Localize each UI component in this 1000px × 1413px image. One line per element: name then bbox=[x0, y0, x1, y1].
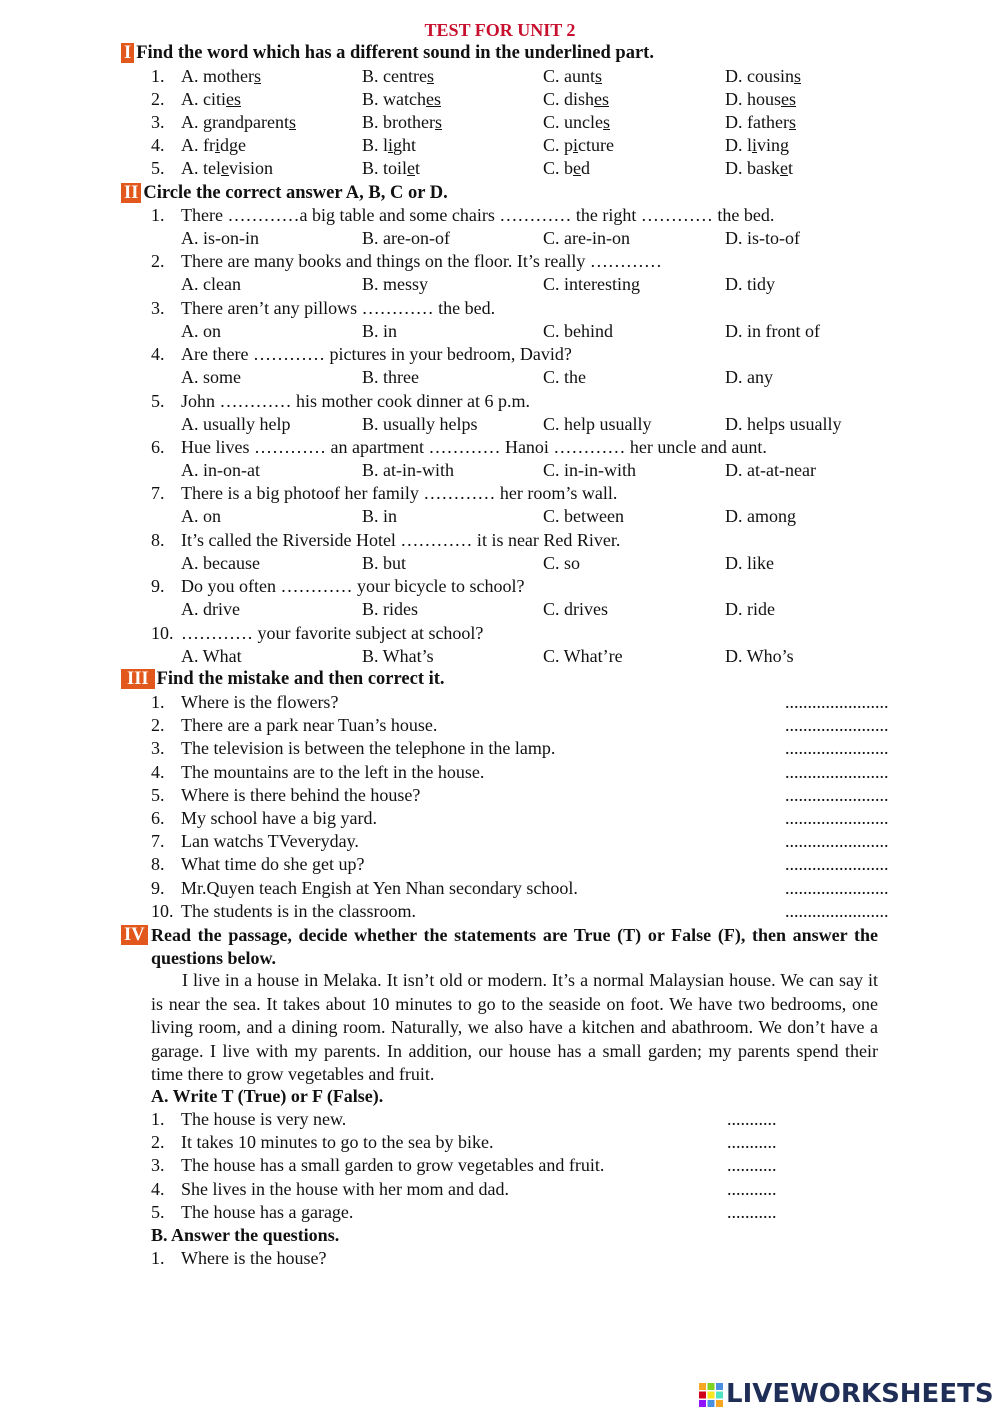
answer-option: C. the bbox=[543, 367, 586, 388]
underlined-part: i bbox=[573, 135, 579, 155]
option-text: C. aunt bbox=[543, 66, 595, 86]
answer-option: C. between bbox=[543, 506, 624, 527]
option-text: A. grandparent bbox=[181, 112, 289, 132]
answer-option: C. in-in-with bbox=[543, 460, 636, 480]
answer-option bbox=[362, 158, 420, 179]
answer-blank: ........... bbox=[727, 1178, 777, 1199]
answer-option bbox=[543, 66, 602, 87]
answer-blank: ....................... bbox=[785, 877, 889, 898]
answer-option: B. in bbox=[362, 320, 398, 341]
option-text: A. citi bbox=[181, 89, 226, 109]
page-title: TEST FOR UNIT 2 bbox=[424, 20, 576, 40]
underlined-part: e bbox=[780, 158, 788, 178]
answer-option: A. on bbox=[181, 506, 221, 527]
question-number: 6. bbox=[151, 437, 165, 457]
statement-text: The house has a garage. bbox=[181, 1201, 354, 1222]
answer-blank: ....................... bbox=[785, 808, 889, 828]
question-number: 7. bbox=[151, 483, 165, 504]
option-text: D. l bbox=[725, 135, 752, 155]
section-number: I bbox=[121, 43, 134, 63]
answer-option bbox=[181, 89, 241, 110]
sentence-text: Where is there behind the house? bbox=[181, 784, 421, 805]
answer-option bbox=[181, 66, 261, 87]
underlined-part: es bbox=[226, 89, 241, 109]
option-text: B. centre bbox=[362, 66, 427, 86]
answer-option: C. are-in-on bbox=[543, 228, 630, 248]
part-b-heading: B. Answer the questions. bbox=[151, 1225, 340, 1245]
answer-blank: ....................... bbox=[785, 831, 889, 852]
question-number: 5. bbox=[151, 1201, 165, 1222]
answer-option: C. interesting bbox=[543, 274, 640, 295]
question-number: 3. bbox=[151, 297, 165, 318]
section-heading-text: Circle the correct answer A, B, C or D. bbox=[143, 183, 448, 203]
option-text: A. fr bbox=[181, 135, 215, 155]
underlined-part: s bbox=[603, 112, 611, 132]
underlined-part: i bbox=[215, 135, 221, 155]
question-number: 9. bbox=[151, 576, 165, 597]
answer-option bbox=[725, 135, 789, 156]
option-text: C. b bbox=[543, 158, 574, 178]
underlined-part: es bbox=[594, 89, 610, 109]
question-number: 5. bbox=[151, 784, 165, 805]
section-number: III bbox=[121, 669, 155, 689]
option-text: C. dish bbox=[543, 89, 595, 109]
option-text: B. watch bbox=[362, 89, 426, 109]
answer-option bbox=[725, 66, 801, 87]
question-number: 6. bbox=[151, 808, 165, 828]
underlined-part: es bbox=[425, 89, 441, 109]
answer-blank: ....................... bbox=[785, 854, 889, 875]
brand-text: LIVEWORKSHEETS bbox=[726, 1379, 994, 1409]
section-heading-text: Find the word which has a different sound in the underlined part. bbox=[136, 43, 654, 63]
sentence-text: Where is the flowers? bbox=[181, 692, 339, 712]
underlined-part: s bbox=[434, 112, 442, 132]
question-number: 2. bbox=[151, 715, 165, 736]
answer-blank: ....................... bbox=[785, 738, 889, 759]
answer-option: B. three bbox=[362, 367, 419, 388]
question-number: 8. bbox=[151, 854, 165, 875]
question-text: It’s called the Riverside Hotel ………… it is near Red River. bbox=[181, 529, 621, 550]
option-text: D. bask bbox=[725, 158, 780, 178]
option-text: C. uncle bbox=[543, 112, 603, 132]
question-text: John ………… his mother cook dinner at 6 p.m. bbox=[181, 390, 530, 411]
answer-option: B. What’s bbox=[362, 645, 434, 666]
question-text: Are there ………… pictures in your bedroom, David? bbox=[181, 344, 572, 365]
option-text: d bbox=[581, 158, 591, 178]
underlined-part: e bbox=[407, 158, 416, 178]
answer-blank: ....................... bbox=[785, 784, 889, 805]
answer-option bbox=[362, 89, 441, 110]
answer-option: B. but bbox=[362, 552, 407, 573]
answer-option: D. any bbox=[725, 367, 773, 388]
answer-option: D. in front of bbox=[725, 320, 820, 341]
question-number: 3. bbox=[151, 1155, 165, 1176]
question-number: 1. bbox=[151, 66, 165, 86]
answer-option bbox=[543, 89, 609, 110]
underlined-part: s bbox=[253, 66, 261, 86]
section-3-heading bbox=[121, 669, 445, 690]
answer-blank: ....................... bbox=[785, 692, 889, 712]
option-text: D. hous bbox=[725, 89, 782, 109]
question-text: There aren’t any pillows ………… the bed. bbox=[181, 297, 496, 318]
answer-option bbox=[725, 112, 796, 133]
sentence-text: There are a park near Tuan’s house. bbox=[181, 715, 438, 736]
answer-option: A. drive bbox=[181, 599, 240, 620]
question-number: 5. bbox=[151, 158, 165, 178]
section-heading-text: Find the mistake and then correct it. bbox=[156, 669, 445, 689]
option-text: B. brother bbox=[362, 112, 435, 132]
section-2-heading bbox=[121, 183, 448, 204]
question-number: 8. bbox=[151, 529, 165, 550]
question-number: 2. bbox=[151, 251, 165, 272]
question-number: 1. bbox=[151, 692, 165, 712]
question-text: Hue lives ………… an apartment ………… Hanoi ………… her uncle and aunt. bbox=[181, 437, 767, 457]
answer-option: C. so bbox=[543, 552, 581, 573]
option-text: dge bbox=[220, 135, 247, 155]
answer-option: D. tidy bbox=[725, 274, 776, 295]
underlined-part: s bbox=[788, 112, 796, 132]
sentence-text: Lan watchs TVeveryday. bbox=[181, 831, 359, 852]
answer-option bbox=[181, 135, 246, 156]
question-text: There are many books and things on the floor. It’s really ………… bbox=[181, 251, 662, 272]
reading-passage: I live in a house in Melaka. It isn’t old or modern. It’s a normal Malaysian house. We can say it is near the sea. It takes about 10 minutes to go to the seaside on foot. We have two bedrooms, one living room, and a dining room. Naturally, we also have a kitchen and abathroom. We don’t have a garage. I live with my parents. In addition, our house has a small garden; my parents spend their time there to grow vegetables and fruit. bbox=[151, 970, 878, 1084]
section-1-heading bbox=[121, 43, 654, 64]
answer-blank: ....................... bbox=[785, 761, 889, 782]
answer-option: A. is-on-in bbox=[181, 228, 259, 248]
option-text: ght bbox=[393, 135, 417, 155]
question-number: 4. bbox=[151, 135, 165, 155]
question-number: 9. bbox=[151, 877, 165, 898]
question-text: Where is the house? bbox=[181, 1248, 327, 1268]
question-number: 1. bbox=[151, 205, 165, 225]
question-number: 3. bbox=[151, 112, 165, 132]
answer-option bbox=[181, 158, 273, 179]
answer-blank: ........... bbox=[727, 1132, 777, 1153]
answer-option bbox=[543, 135, 614, 156]
answer-option bbox=[725, 89, 796, 110]
sentence-text: Mr.Quyen teach Engish at Yen Nhan secondary school. bbox=[181, 877, 578, 898]
option-text: B. toil bbox=[362, 158, 408, 178]
statement-text: The house has a small garden to grow vegetables and fruit. bbox=[181, 1155, 605, 1176]
answer-blank: ........... bbox=[727, 1109, 777, 1129]
answer-option bbox=[543, 112, 610, 133]
sentence-text: The students is in the classroom. bbox=[181, 900, 416, 921]
liveworksheets-logo bbox=[698, 1378, 994, 1410]
answer-option: C. drives bbox=[543, 599, 608, 620]
answer-option: B. usually helps bbox=[362, 413, 478, 434]
sentence-text: What time do she get up? bbox=[181, 854, 365, 875]
answer-option: C. help usually bbox=[543, 413, 652, 434]
option-text: t bbox=[415, 158, 421, 178]
answer-option: D. among bbox=[725, 506, 796, 527]
section-4-number-wrap bbox=[121, 925, 150, 946]
option-text: t bbox=[788, 158, 794, 178]
sentence-text: My school have a big yard. bbox=[181, 808, 377, 828]
sentence-text: The mountains are to the left in the house. bbox=[181, 761, 485, 782]
answer-option: D. helps usually bbox=[725, 413, 842, 434]
answer-option: B. rides bbox=[362, 599, 418, 620]
answer-blank: ....................... bbox=[785, 715, 889, 736]
liveworksheets-logo-icon bbox=[698, 1382, 724, 1408]
question-number: 7. bbox=[151, 831, 165, 852]
underlined-part: s bbox=[288, 112, 296, 132]
option-text: A. mother bbox=[181, 66, 254, 86]
answer-option bbox=[362, 135, 416, 156]
answer-blank: ........... bbox=[727, 1201, 777, 1222]
question-number: 4. bbox=[151, 761, 165, 782]
answer-option: C. What’re bbox=[543, 645, 623, 666]
question-number: 4. bbox=[151, 344, 165, 365]
option-text: D. father bbox=[725, 112, 789, 132]
answer-option bbox=[543, 158, 590, 179]
option-text: ving bbox=[757, 135, 790, 155]
answer-blank: ....................... bbox=[785, 900, 889, 921]
answer-option bbox=[362, 66, 434, 87]
question-number: 1. bbox=[151, 1248, 165, 1268]
question-number: 2. bbox=[151, 1132, 165, 1153]
option-text: cture bbox=[578, 135, 615, 155]
question-text: Do you often ………… your bicycle to school? bbox=[181, 576, 525, 597]
answer-option bbox=[725, 158, 793, 179]
answer-option: D. Who’s bbox=[725, 645, 794, 666]
statement-text: The house is very new. bbox=[181, 1109, 347, 1129]
question-number: 4. bbox=[151, 1178, 165, 1199]
answer-option bbox=[362, 112, 442, 133]
answer-option: D. like bbox=[725, 552, 774, 573]
underlined-part: es bbox=[781, 89, 797, 109]
question-text: ………… your favorite subject at school? bbox=[181, 622, 484, 643]
answer-option: B. at-in-with bbox=[362, 460, 454, 480]
answer-option: A. clean bbox=[181, 274, 241, 295]
answer-option: A. because bbox=[181, 552, 260, 573]
question-number: 10. bbox=[151, 900, 174, 921]
question-number: 3. bbox=[151, 738, 165, 759]
option-text: A. tel bbox=[181, 158, 221, 178]
statement-text: It takes 10 minutes to go to the sea by bike. bbox=[181, 1132, 494, 1153]
answer-option: D. is-to-of bbox=[725, 228, 800, 248]
answer-blank: ........... bbox=[727, 1155, 777, 1176]
underlined-part: i bbox=[752, 135, 758, 155]
underlined-part: s bbox=[426, 66, 434, 86]
answer-option: B. in bbox=[362, 506, 398, 527]
option-text: C. p bbox=[543, 135, 574, 155]
answer-option: B. messy bbox=[362, 274, 429, 295]
section-number: II bbox=[121, 183, 141, 203]
underlined-part: e bbox=[221, 158, 229, 178]
question-number: 1. bbox=[151, 1109, 165, 1129]
question-number: 5. bbox=[151, 390, 165, 411]
answer-option: A. usually help bbox=[181, 413, 291, 434]
underlined-part: e bbox=[573, 158, 582, 178]
answer-option bbox=[181, 112, 296, 133]
answer-option: A. in-on-at bbox=[181, 460, 260, 480]
option-text: vision bbox=[229, 158, 274, 178]
option-text: B. l bbox=[362, 135, 389, 155]
question-number: 2. bbox=[151, 89, 165, 109]
statement-text: She lives in the house with her mom and dad. bbox=[181, 1178, 509, 1199]
answer-option: A. some bbox=[181, 367, 241, 388]
option-text: D. cousin bbox=[725, 66, 794, 86]
underlined-part: s bbox=[595, 66, 603, 86]
answer-option: D. at-at-near bbox=[725, 460, 816, 480]
answer-option: D. ride bbox=[725, 599, 775, 620]
answer-option: A. on bbox=[181, 320, 221, 341]
question-text: There …………a big table and some chairs ………… the right ………… the bed. bbox=[181, 205, 775, 225]
question-text: There is a big photoof her family ………… her room’s wall. bbox=[181, 483, 618, 504]
answer-option: C. behind bbox=[543, 320, 613, 341]
answer-option: A. What bbox=[181, 645, 242, 666]
part-a-heading: A. Write T (True) or F (False). bbox=[151, 1086, 384, 1106]
underlined-part: s bbox=[794, 66, 802, 86]
answer-option: B. are-on-of bbox=[362, 228, 450, 248]
underlined-part: i bbox=[388, 135, 394, 155]
section-4-heading: Read the passage, decide whether the statements are True (T) or False (F), then answer the questions below. bbox=[151, 925, 878, 968]
section-number: IV bbox=[121, 925, 148, 945]
question-number: 10. bbox=[151, 622, 174, 643]
sentence-text: The television is between the telephone in the lamp. bbox=[181, 738, 556, 759]
